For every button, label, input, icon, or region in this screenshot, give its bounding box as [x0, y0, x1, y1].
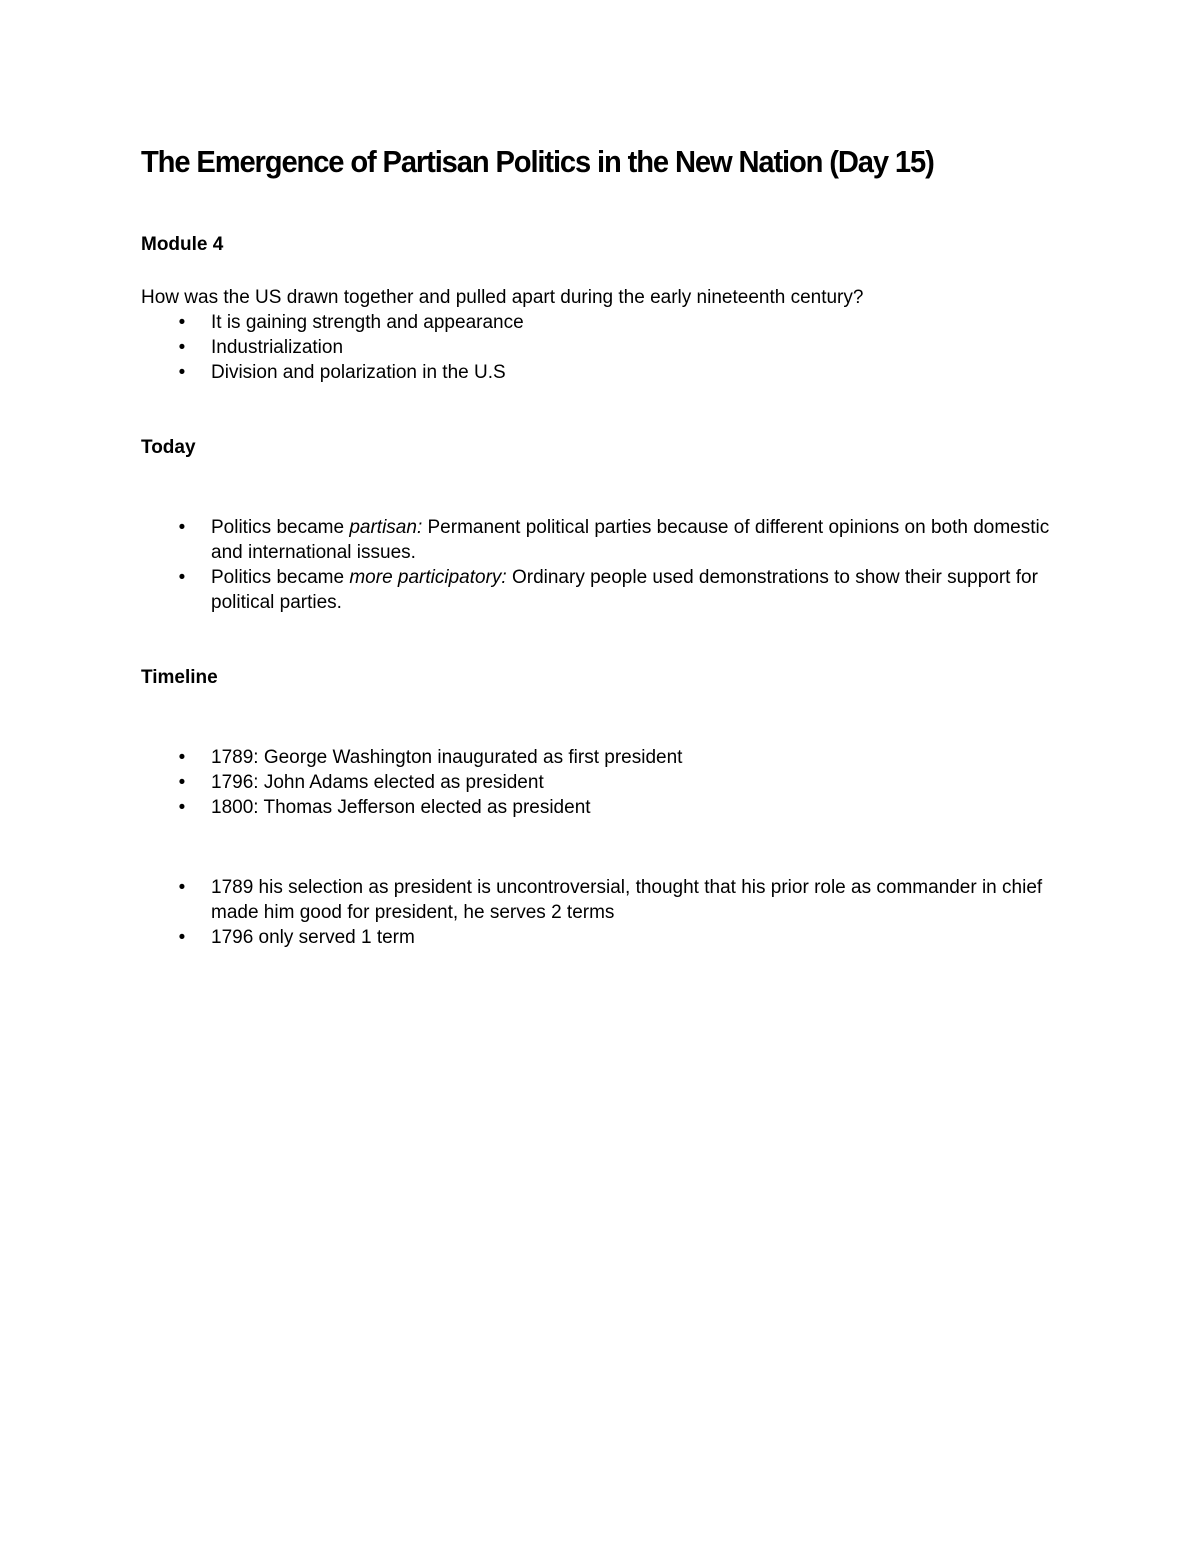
list-item [0, 515, 1071, 565]
list-item [0, 565, 1071, 615]
bullet-icon: • [178, 747, 186, 768]
bullet-prefix: Politics became [211, 517, 350, 538]
bullet-text: Industrialization [211, 337, 344, 358]
bullet-icon: • [178, 312, 186, 333]
bullet-icon: • [178, 927, 186, 948]
bullet-text: Ordinary people used demonstrations to show their support for political parties. [211, 567, 1038, 613]
bullet-text: 1800: Thomas Jefferson elected as president [211, 797, 591, 818]
module-heading: Module 4 [141, 234, 224, 255]
bullet-icon: • [178, 337, 186, 358]
list-item [0, 310, 1071, 335]
bullet-text: 1789: George Washington inaugurated as first president [211, 747, 683, 768]
bullet-icon: • [178, 362, 186, 383]
bullet-text: Division and polarization in the U.S [211, 362, 506, 383]
list-item [0, 925, 1071, 950]
notes-bullet-list [0, 875, 1071, 950]
bullet-emphasis: more participatory: [349, 567, 507, 588]
today-heading: Today [141, 437, 196, 458]
bullet-icon: • [178, 797, 186, 818]
list-item [0, 745, 1071, 770]
list-item [0, 360, 1071, 385]
module-bullet-list [0, 310, 1071, 385]
list-item [0, 795, 1071, 820]
timeline-heading: Timeline [141, 667, 218, 688]
today-bullet-list [0, 515, 1071, 615]
bullet-icon: • [178, 567, 186, 588]
list-item [0, 875, 1071, 925]
bullet-icon: • [178, 877, 186, 898]
guiding-question: How was the US drawn together and pulled apart during the early nineteenth century? [141, 287, 864, 308]
bullet-emphasis: partisan: [349, 517, 423, 538]
bullet-icon: • [178, 772, 186, 793]
bullet-text: 1789 his selection as president is uncontroversial, thought that his prior role as commander in chief made him good for president, he serves 2 terms [211, 877, 1043, 923]
timeline-bullet-list [0, 745, 1071, 820]
bullet-prefix: Politics became [211, 567, 350, 588]
bullet-text: It is gaining strength and appearance [211, 312, 524, 333]
bullet-text: 1796: John Adams elected as president [211, 772, 544, 793]
bullet-text: Permanent political parties because of different opinions on both domestic and international issues. [211, 517, 1050, 563]
bullet-text: 1796 only served 1 term [211, 927, 415, 948]
bullet-icon: • [178, 517, 186, 538]
list-item [0, 770, 1071, 795]
document-title: The Emergence of Partisan Politics in the New Nation (Day 15) [141, 144, 934, 179]
list-item [0, 335, 1071, 360]
